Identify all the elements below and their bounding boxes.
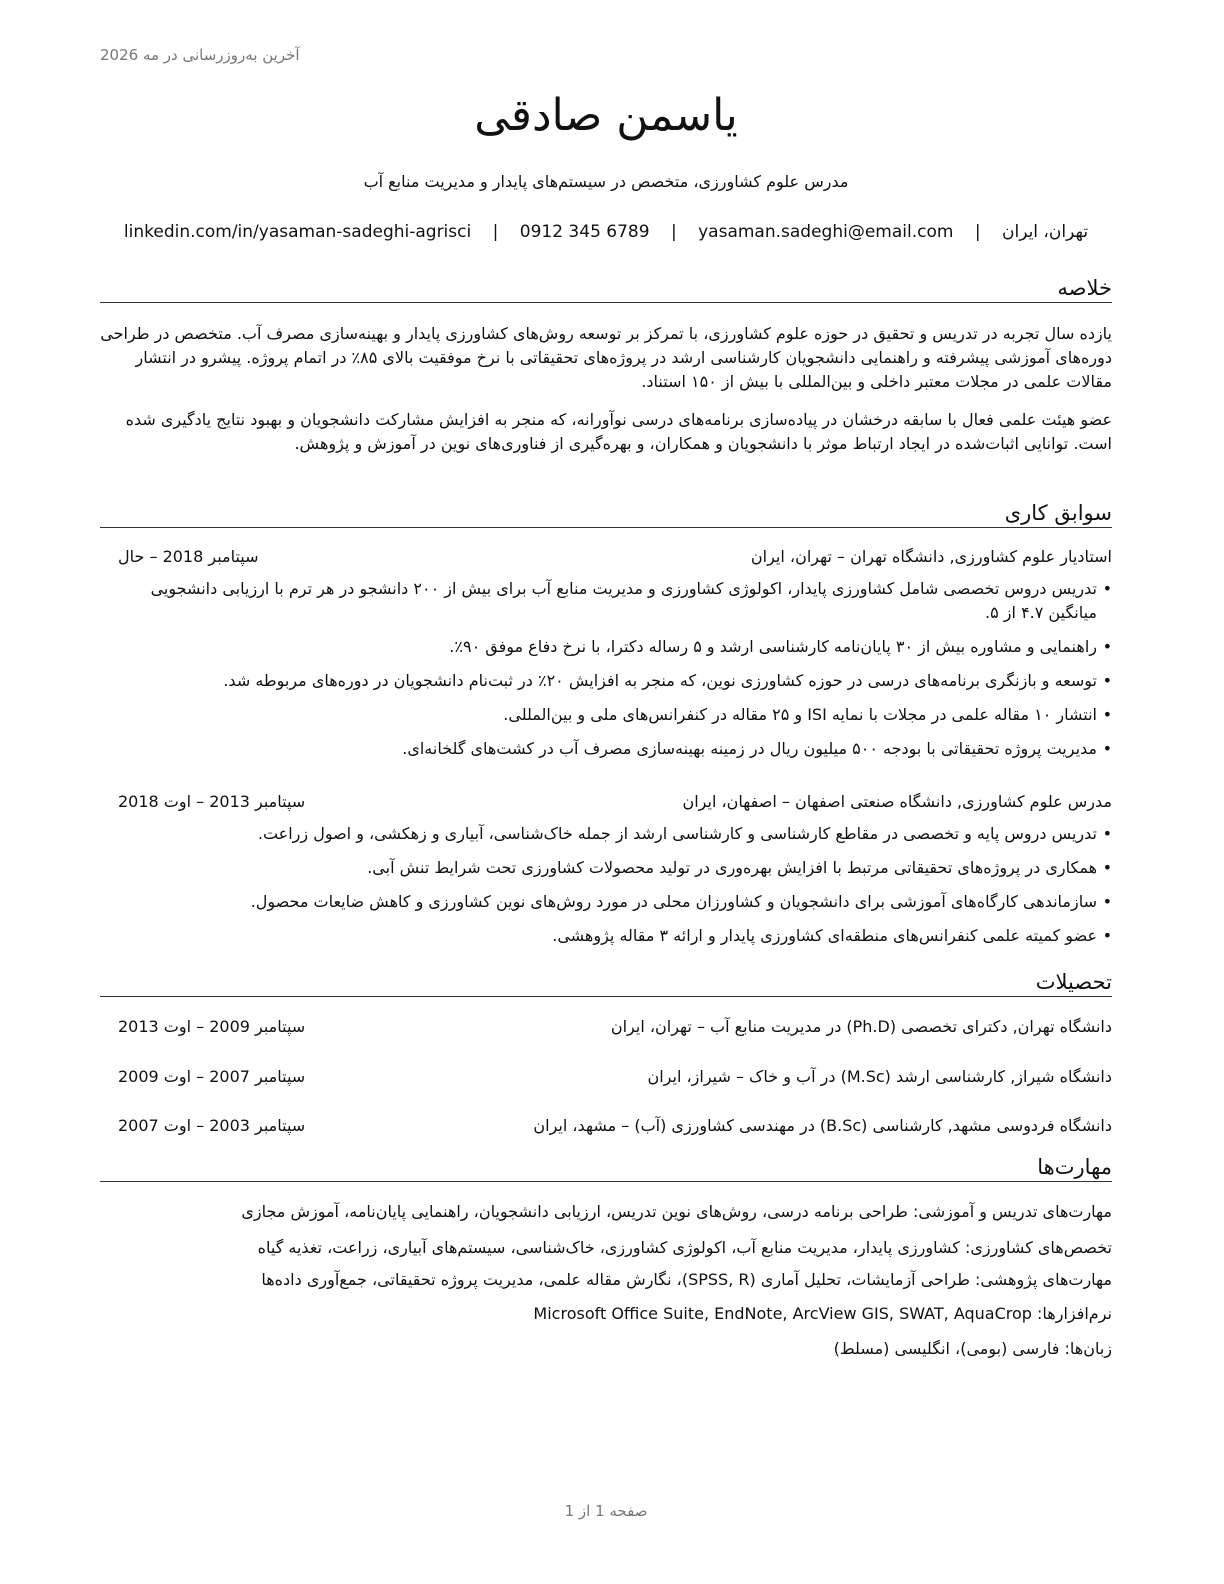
education-item <box>100 1015 1112 1039</box>
summary-paragraph-1: یازده سال تجربه در تدریس و تحقیق در حوزه علوم کشاورزی، با تمرکز بر توسعه روش‌های کشاورزی پایدار و بهینه‌سازی مصرف آب. متخصص در طراحی دوره‌های آموزشی پیشرفته و راهنمایی دانشجویان کارشناسی ارشد در پروژه‌های تحقیقاتی با نرخ موفقیت بالای ۸۵٪ در اتمام پروژه. پیشرو در انتشار مقالات علمی در مجلات معتبر داخلی و بین‌المللی با بیش از ۱۵۰ استناد. <box>100 324 1112 391</box>
job-header <box>100 790 1112 814</box>
job-title: استادیار علوم کشاورزی, دانشگاه تهران – تهران، ایران <box>750 547 1112 566</box>
skill-line: مهارت‌های پژوهشی: طراحی آزمایشات، تحلیل آماری (SPSS, R)، نگارش مقاله علمی، مدیریت پروژه تحقیقاتی، جمع‌آوری داده‌ها <box>261 1270 1112 1289</box>
contact-email-link[interactable]: yasaman.sadeghi@email.com <box>698 222 954 242</box>
contact-separator: | <box>492 222 499 242</box>
job-date: سپتامبر 2013 – اوت 2018 <box>118 792 306 811</box>
degree-title: دانشگاه فردوسی مشهد, کارشناسی (B.Sc) در مهندسی کشاورزی (آب) – مشهد، ایران <box>533 1116 1112 1135</box>
degree-date: سپتامبر 2009 – اوت 2013 <box>118 1017 306 1036</box>
list-item: • سازماندهی کارگاه‌های آموزشی برای دانشجویان و کشاورزان محلی در مورد روش‌های نوین کشاورزی و کاهش ضایعات محصول. <box>100 890 1112 914</box>
list-item: • راهنمایی و مشاوره بیش از ۳۰ پایان‌نامه کارشناسی ارشد و ۵ رساله دکترا، با نرخ دفاع موفق ۹۰٪. <box>100 635 1112 659</box>
job-date: سپتامبر 2018 – حال <box>118 547 259 566</box>
job-bullets <box>100 577 1112 771</box>
list-item: • تدریس دروس پایه و تخصصی در مقاطع کارشناسی و کارشناسی ارشد از جمله خاک‌شناسی، آبیاری و زهکشی، و اصول زراعت. <box>100 822 1112 846</box>
degree-date: سپتامبر 2003 – اوت 2007 <box>118 1116 306 1135</box>
list-item: • مدیریت پروژه تحقیقاتی با بودجه ۵۰۰ میلیون ریال در زمینه بهینه‌سازی مصرف آب در کشت‌های گلخانه‌ای. <box>100 737 1112 761</box>
contact-separator: | <box>974 222 981 242</box>
page-number: صفحه 1 از 1 <box>564 1502 648 1520</box>
summary-paragraph-2: عضو هیئت علمی فعال با سابقه درخشان در پیاده‌سازی برنامه‌های درسی نوآورانه، که منجر به افزایش مشارکت دانشجویان و بهبود نتایج یادگیری شده است. توانایی اثبات‌شده در ایجاد ارتباط موثر با دانشجویان و همکاران، و بهره‌گیری از فناوری‌های نوین در آموزش و پژوهش. <box>125 410 1112 453</box>
skill-line: زبان‌ها: فارسی (بومی)، انگلیسی (مسلط) <box>833 1339 1112 1358</box>
skill-line: تخصص‌های کشاورزی: کشاورزی پایدار، مدیریت منابع آب، اکولوژی کشاورزی، خاک‌شناسی، سیستم‌های آبیاری، زراعت، تغذیه گیاه <box>257 1238 1112 1257</box>
contact-separator: | <box>670 222 677 242</box>
education-item <box>100 1065 1112 1089</box>
list-item: • عضو کمیته علمی کنفرانس‌های منطقه‌ای کشاورزی پایدار و ارائه ۳ مقاله پژوهشی. <box>100 924 1112 948</box>
skill-line: نرم‌افزارها: Microsoft Office Suite, EndNote, ArcView GIS, SWAT, AquaCrop <box>533 1304 1112 1323</box>
education-item <box>100 1114 1112 1138</box>
degree-title: دانشگاه شیراز, کارشناسی ارشد (M.Sc) در آب و خاک – شیراز، ایران <box>647 1067 1112 1086</box>
job-header <box>100 545 1112 569</box>
person-name: یاسمن صادقی <box>474 90 738 141</box>
contact-line <box>100 222 1112 242</box>
job-bullets <box>100 822 1112 958</box>
degree-date: سپتامبر 2007 – اوت 2009 <box>118 1067 306 1086</box>
last-updated: آخرین به‌روزرسانی در مه 2026 <box>100 46 300 64</box>
skill-line: مهارت‌های تدریس و آموزشی: طراحی برنامه درسی، روش‌های نوین تدریس، ارزیابی دانشجویان، راهنمایی پایان‌نامه، آموزش مجازی <box>241 1202 1112 1221</box>
list-item: • تدریس دروس تخصصی شامل کشاورزی پایدار، اکولوژی کشاورزی و مدیریت منابع آب برای بیش از ۲۰۰ دانشجو در هر ترم با ارزیابی دانشجویی میانگین ۴.۷ از ۵. <box>100 577 1112 625</box>
list-item: • همکاری در پروژه‌های تحقیقاتی مرتبط با افزایش بهره‌وری در تولید محصولات کشاورزی تحت شرایط تنش آبی. <box>100 856 1112 880</box>
contact-location: تهران، ایران <box>1001 222 1089 242</box>
summary-heading: خلاصه <box>100 276 1112 303</box>
education-heading: تحصیلات <box>100 970 1112 997</box>
job-title: مدرس علوم کشاورزی, دانشگاه صنعتی اصفهان – اصفهان، ایران <box>682 792 1112 811</box>
headline: مدرس علوم کشاورزی، متخصص در سیستم‌های پایدار و مدیریت منابع آب <box>363 172 849 191</box>
list-item: • توسعه و بازنگری برنامه‌های درسی در حوزه کشاورزی نوین، که منجر به افزایش ۲۰٪ در ثبت‌نام دانشجویان در دوره‌های مربوطه شد. <box>100 669 1112 693</box>
resume-page <box>100 0 1112 1584</box>
list-item: • انتشار ۱۰ مقاله علمی در مجلات با نمایه ISI و ۲۵ مقاله در کنفرانس‌های ملی و بین‌المللی. <box>100 703 1112 727</box>
experience-heading: سوابق کاری <box>100 501 1112 528</box>
degree-title: دانشگاه تهران, دکترای تخصصی (Ph.D) در مدیریت منابع آب – تهران، ایران <box>610 1017 1112 1036</box>
contact-phone: 0912 345 6789 <box>519 222 650 242</box>
contact-linkedin-link[interactable]: linkedin.com/in/yasaman-sadeghi-agrisci <box>123 222 472 242</box>
skills-heading: مهارت‌ها <box>100 1155 1112 1182</box>
